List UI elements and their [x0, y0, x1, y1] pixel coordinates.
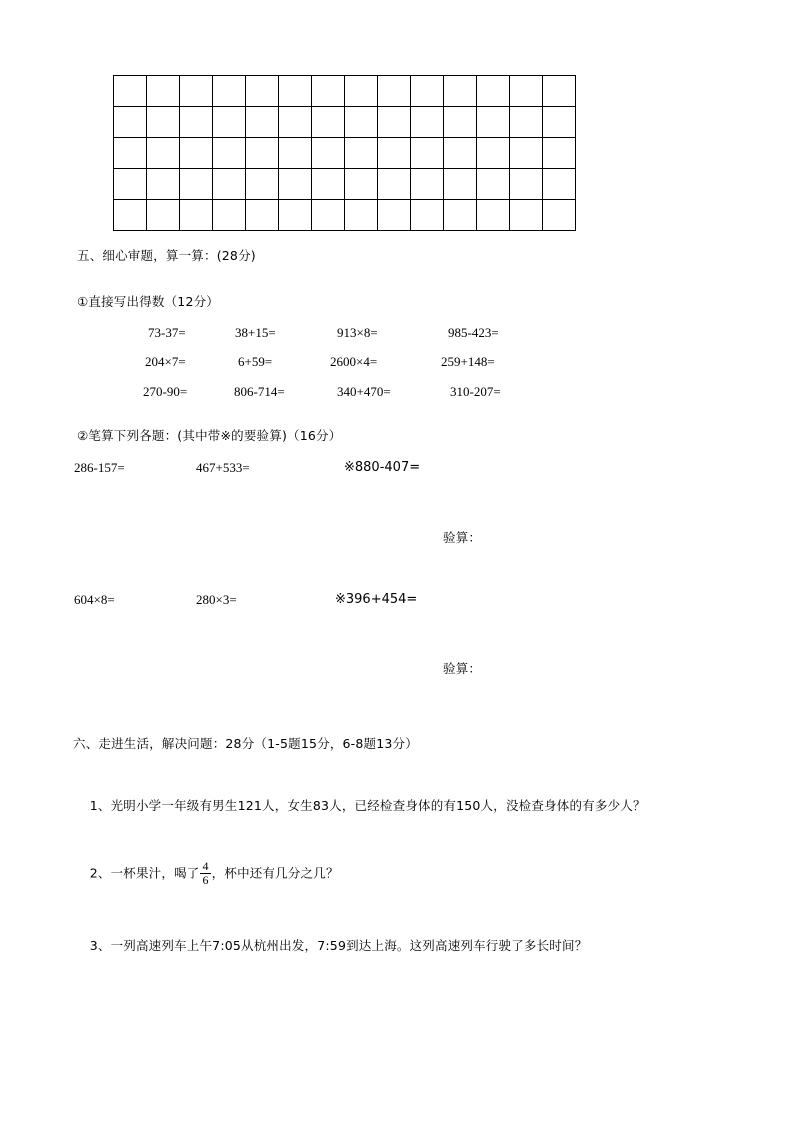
- answer-grid-cell[interactable]: [246, 169, 279, 200]
- answer-grid-cell[interactable]: [411, 138, 444, 169]
- answer-grid-row: [114, 169, 576, 200]
- question-3-number: 3、: [89, 938, 111, 953]
- answer-grid-cell[interactable]: [543, 138, 576, 169]
- answer-grid-cell[interactable]: [180, 107, 213, 138]
- arith-item: 985-423=: [448, 325, 499, 340]
- arith-item: 259+148=: [441, 354, 495, 369]
- written-calc-item: ※396+454=: [335, 592, 418, 607]
- question-2-number: 2、: [89, 865, 111, 881]
- answer-grid-cell[interactable]: [345, 107, 378, 138]
- answer-grid-cell[interactable]: [510, 76, 543, 107]
- answer-grid-cell[interactable]: [147, 169, 180, 200]
- answer-grid-cell[interactable]: [345, 169, 378, 200]
- answer-grid-cell[interactable]: [543, 76, 576, 107]
- answer-grid: [113, 75, 576, 231]
- answer-grid-cell[interactable]: [279, 200, 312, 231]
- arith-row-2: [0, 354, 793, 374]
- section-five-heading: 五、细心审题，算一算：(28分): [77, 248, 256, 263]
- answer-grid-cell[interactable]: [147, 107, 180, 138]
- answer-grid-cell[interactable]: [444, 169, 477, 200]
- answer-grid-cell[interactable]: [378, 107, 411, 138]
- answer-grid-cell[interactable]: [279, 138, 312, 169]
- fraction-numerator: 4: [202, 859, 209, 873]
- section-five-sub-a-heading: ①直接写出得数（12分）: [77, 294, 220, 309]
- answer-grid-cell[interactable]: [444, 200, 477, 231]
- answer-grid-cell[interactable]: [312, 107, 345, 138]
- arith-item: 310-207=: [450, 384, 501, 399]
- answer-grid-cell[interactable]: [312, 76, 345, 107]
- answer-grid-cell[interactable]: [180, 200, 213, 231]
- arith-item: 73-37=: [148, 325, 186, 340]
- answer-grid-cell[interactable]: [543, 200, 576, 231]
- answer-grid-cell[interactable]: [477, 107, 510, 138]
- answer-grid-cell[interactable]: [312, 169, 345, 200]
- written-calc-item: 280×3=: [196, 592, 237, 607]
- section-six-heading: 六、走进生活，解决问题：28分（1-5题15分，6-8题13分）: [73, 736, 418, 751]
- answer-grid-cell[interactable]: [180, 169, 213, 200]
- answer-grid-cell[interactable]: [213, 76, 246, 107]
- arith-item: 270-90=: [143, 384, 188, 399]
- answer-grid-cell[interactable]: [180, 76, 213, 107]
- answer-grid-cell[interactable]: [444, 76, 477, 107]
- question-3: [73, 923, 587, 968]
- answer-grid-cell[interactable]: [114, 200, 147, 231]
- check-work-label-1: 验算：: [443, 530, 482, 545]
- arith-row-3: [0, 384, 793, 404]
- answer-grid-row: [114, 138, 576, 169]
- fraction-denominator: 6: [202, 872, 209, 887]
- answer-grid-cell[interactable]: [477, 169, 510, 200]
- answer-grid-cell[interactable]: [246, 200, 279, 231]
- written-calc-row-2: [0, 592, 793, 612]
- answer-grid-row: [114, 76, 576, 107]
- answer-grid-cell[interactable]: [510, 138, 543, 169]
- fraction-four-sixths: [200, 860, 210, 886]
- answer-grid-cell[interactable]: [213, 138, 246, 169]
- answer-grid-cell[interactable]: [279, 169, 312, 200]
- answer-grid-cell[interactable]: [444, 107, 477, 138]
- answer-grid-cell[interactable]: [543, 169, 576, 200]
- answer-grid-row: [114, 200, 576, 231]
- check-work-label-2: 验算：: [443, 661, 482, 676]
- answer-grid-cell[interactable]: [279, 76, 312, 107]
- answer-grid-cell[interactable]: [213, 200, 246, 231]
- written-calc-item: 604×8=: [74, 592, 115, 607]
- answer-grid-cell[interactable]: [246, 107, 279, 138]
- answer-grid-cell[interactable]: [477, 76, 510, 107]
- answer-grid-cell[interactable]: [378, 169, 411, 200]
- section-five-sub-b-heading: ②笔算下列各题：(其中带※的要验算)（16分）: [77, 428, 342, 443]
- arith-row-1: [0, 325, 793, 345]
- question-2-text-after: ，杯中还有几分之几？: [211, 865, 339, 881]
- answer-grid-cell[interactable]: [147, 200, 180, 231]
- arith-item: 204×7=: [145, 354, 186, 369]
- question-1: [73, 783, 646, 828]
- answer-grid-cell[interactable]: [411, 76, 444, 107]
- answer-grid-cell[interactable]: [411, 200, 444, 231]
- answer-grid-cell[interactable]: [510, 107, 543, 138]
- arith-item: 913×8=: [337, 325, 378, 340]
- answer-grid-cell[interactable]: [147, 76, 180, 107]
- answer-grid-cell[interactable]: [510, 169, 543, 200]
- answer-grid-cell[interactable]: [345, 200, 378, 231]
- question-1-number: 1、: [89, 798, 111, 813]
- answer-grid-cell[interactable]: [444, 138, 477, 169]
- answer-grid-cell[interactable]: [246, 76, 279, 107]
- answer-grid-cell[interactable]: [312, 138, 345, 169]
- arith-item: 38+15=: [235, 325, 276, 340]
- written-calc-row-1: [0, 460, 793, 480]
- answer-grid-row: [114, 107, 576, 138]
- answer-grid-cell[interactable]: [378, 200, 411, 231]
- answer-grid-cell[interactable]: [312, 200, 345, 231]
- answer-grid-cell[interactable]: [378, 138, 411, 169]
- answer-grid-cell[interactable]: [246, 138, 279, 169]
- answer-grid-table: [113, 75, 576, 231]
- answer-grid-cell[interactable]: [510, 200, 543, 231]
- answer-grid-cell[interactable]: [147, 138, 180, 169]
- answer-grid-cell[interactable]: [213, 169, 246, 200]
- answer-grid-cell[interactable]: [180, 138, 213, 169]
- written-calc-item: 467+533=: [196, 460, 250, 475]
- arith-item: 806-714=: [234, 384, 285, 399]
- written-calc-item: 286-157=: [74, 460, 125, 475]
- question-2: [73, 845, 339, 901]
- answer-grid-cell[interactable]: [411, 107, 444, 138]
- answer-grid-cell[interactable]: [378, 76, 411, 107]
- answer-grid-cell[interactable]: [543, 107, 576, 138]
- written-calc-item: ※880-407=: [344, 460, 421, 475]
- answer-grid-cell[interactable]: [114, 138, 147, 169]
- question-1-text: 光明小学一年级有男生121人，女生83人，已经检查身体的有150人，没检查身体的有多少人？: [110, 798, 646, 813]
- answer-grid-cell[interactable]: [411, 169, 444, 200]
- answer-grid-cell[interactable]: [213, 107, 246, 138]
- question-3-text: 一列高速列车上午7:05从杭州出发，7:59到达上海。这列高速列车行驶了多长时间？: [110, 938, 588, 953]
- answer-grid-cell[interactable]: [477, 138, 510, 169]
- question-2-text-before: 一杯果汁，喝了: [110, 865, 200, 881]
- answer-grid-cell[interactable]: [114, 76, 147, 107]
- answer-grid-cell[interactable]: [477, 200, 510, 231]
- arith-item: 6+59=: [238, 354, 273, 369]
- arith-item: 2600×4=: [330, 354, 378, 369]
- answer-grid-cell[interactable]: [114, 107, 147, 138]
- answer-grid-cell[interactable]: [345, 138, 378, 169]
- answer-grid-cell[interactable]: [279, 107, 312, 138]
- answer-grid-cell[interactable]: [114, 169, 147, 200]
- answer-grid-cell[interactable]: [345, 76, 378, 107]
- arith-item: 340+470=: [337, 384, 391, 399]
